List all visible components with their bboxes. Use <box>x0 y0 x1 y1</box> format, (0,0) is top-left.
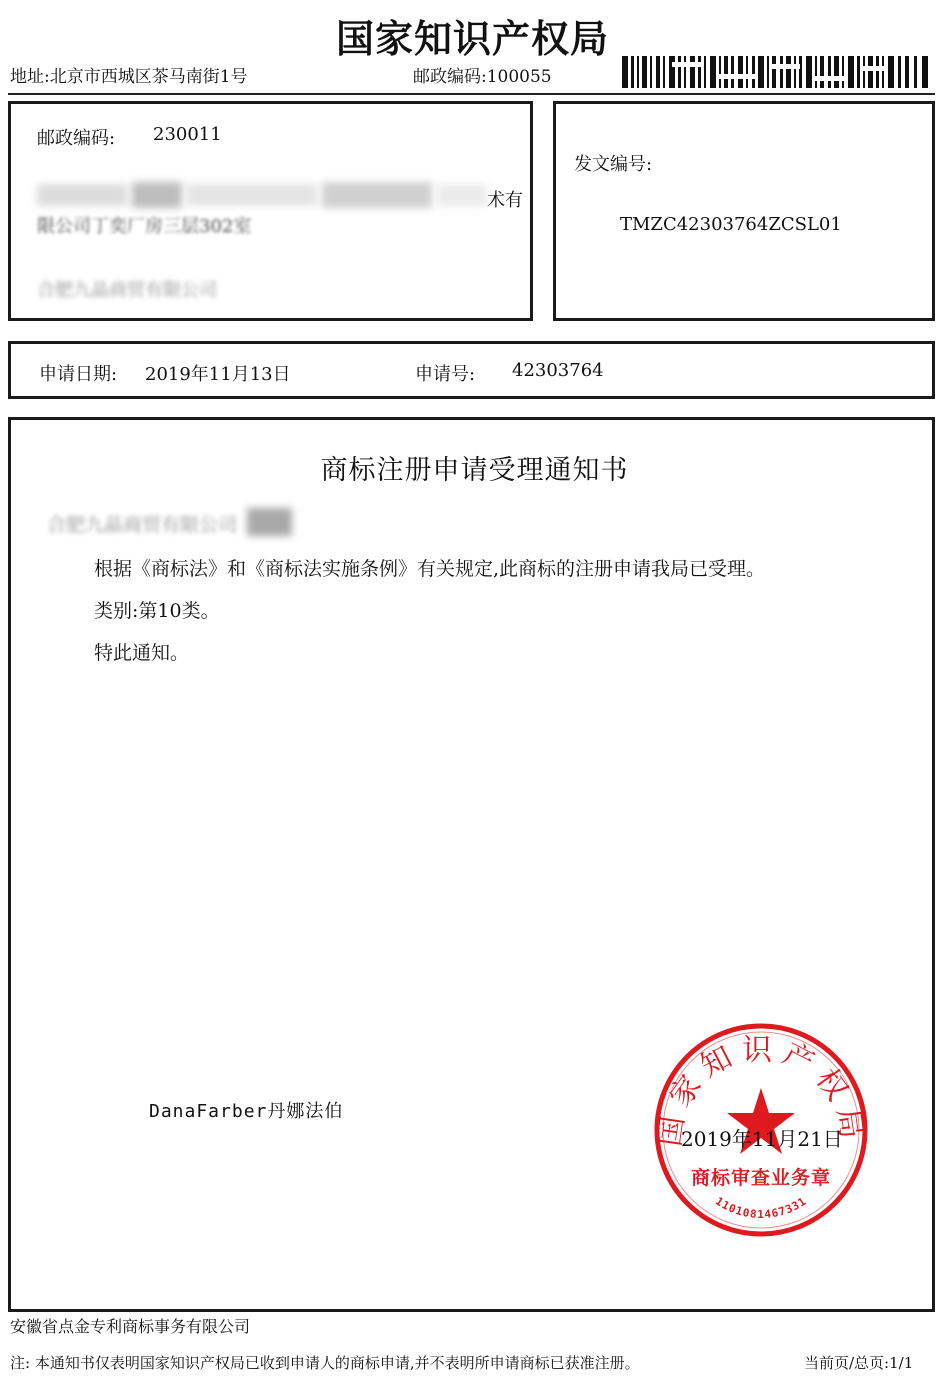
notice-body-line2: 类别:第10类。 <box>94 600 220 622</box>
applicant-name-redacted <box>47 508 292 536</box>
application-date-value: 2019年11月13日 <box>145 364 291 385</box>
application-info-box <box>8 341 935 399</box>
svg-text:国家知识产权局: 国家知识产权局 <box>652 1033 870 1149</box>
notice-body-line3: 特此通知。 <box>94 642 190 664</box>
recipient-postal-label: 邮政编码: <box>37 128 116 149</box>
page-title: 国家知识产权局 <box>335 17 609 61</box>
recipient-address-line2: 限公司丁奕厂房三层302室 <box>37 216 252 237</box>
application-date-label: 申请日期: <box>39 364 118 385</box>
notice-body-line1: 根据《商标法》和《商标法实施条例》有关规定,此商标的注册申请我局已受理。 <box>94 558 766 580</box>
barcode-image <box>622 54 930 90</box>
header-divider <box>8 93 935 95</box>
applicant-name: 合肥九晶商贸有限公司 <box>47 514 238 536</box>
recipient-box <box>8 101 533 321</box>
application-number-label: 申请号: <box>415 364 476 385</box>
recipient-company: 合肥九晶商贸有限公司 <box>37 280 217 301</box>
office-postal-code: 邮政编码:100055 <box>413 67 552 87</box>
footer-note: 注: 本通知书仅表明国家知识产权局已收到申请人的商标申请,并不表明所申请商标已获准注册。 <box>10 1354 640 1372</box>
page-indicator: 当前页/总页:1/1 <box>804 1354 914 1372</box>
svg-text:1101081467331: 1101081467331 <box>712 1194 810 1221</box>
document-number-box <box>553 101 935 321</box>
application-number-value: 42303764 <box>512 360 604 381</box>
svg-text:商标审查业务章: 商标审查业务章 <box>690 1167 832 1189</box>
notice-title: 商标注册申请受理通知书 <box>320 455 629 486</box>
recipient-postal-value: 230011 <box>153 124 222 145</box>
agency-name: 安徽省点金专利商标事务有限公司 <box>10 1317 251 1336</box>
agent-signature: DanaFarber丹娜法伯 <box>149 1101 344 1122</box>
office-address: 地址:北京市西城区茶马南街1号 <box>10 67 248 87</box>
notice-box <box>8 417 935 1312</box>
recipient-address-line1-redacted <box>37 182 487 208</box>
recipient-address-line1-end: 术有 <box>487 190 523 211</box>
doc-number-value: TMZC42303764ZCSL01 <box>620 214 842 235</box>
notice-date: 2019年11月21日 <box>681 1127 843 1151</box>
doc-number-label: 发文编号: <box>574 154 653 175</box>
